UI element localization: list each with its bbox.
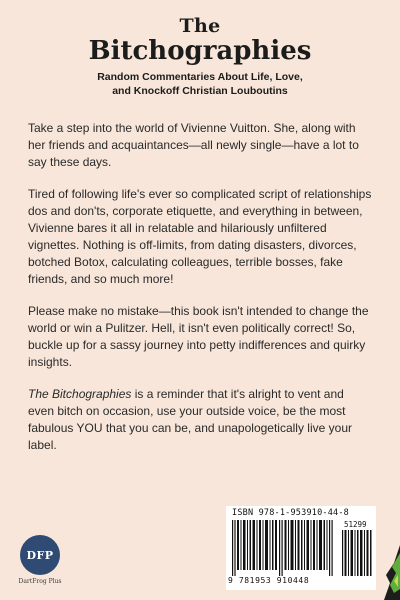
publisher-name: DartFrog Plus	[18, 578, 62, 585]
book-title: Bitchographies	[88, 36, 312, 66]
publisher-logo-initials: DFP	[26, 548, 54, 562]
publisher-logo	[20, 535, 60, 575]
price-code: 51299	[344, 520, 367, 529]
barcode-digits: 9 781953 910448	[228, 576, 310, 585]
blurb	[28, 120, 372, 469]
blurb-paragraph-1: Take a step into the world of Vivienne Vuitton. She, along with her friends and acquaintances—all newly single—have a lot to say these days.	[28, 121, 359, 169]
blurb-paragraph-4-text: is a reminder that it's alright to vent and even bitch on occasion, use your outside voice, be the most fabulous YOU that you can be, and unapologetically live your label.	[28, 387, 352, 452]
isbn-barcode-block	[226, 506, 376, 590]
subtitle-line-1: Random Commentaries About Life, Love,	[97, 71, 303, 83]
blurb-paragraph-4	[28, 386, 372, 454]
barcode-addon-icon	[342, 530, 372, 576]
book-title-italic: The Bitchographies	[28, 387, 132, 401]
subtitle	[0, 70, 400, 98]
subtitle-line-2: and Knockoff Christian Louboutins	[112, 85, 288, 97]
blurb-paragraph-2: Tired of following life's ever so complicated script of relationships dos and don'ts, corporate etiquette, and everything in between, Vivienne bares it all in relatable and hilariously unfiltered vignettes. Nothing is off-limits, from dating disasters, divorces, botched Botox, calculating colleagues, terrible bosses, fake friends, and so much more!	[28, 187, 372, 286]
barcode-icon	[232, 520, 336, 576]
isbn-label: ISBN 978-1-953910-44-8	[232, 508, 349, 518]
blurb-paragraph-3: Please make no mistake—this book isn't intended to change the world or win a Pulitzer. Hell, it isn't even politically correct! So, buckle up for a sassy journey into petty indifferences and quirky insights.	[28, 304, 369, 369]
corner-decoration-icon	[378, 545, 400, 600]
title-line-1: The	[179, 15, 221, 37]
